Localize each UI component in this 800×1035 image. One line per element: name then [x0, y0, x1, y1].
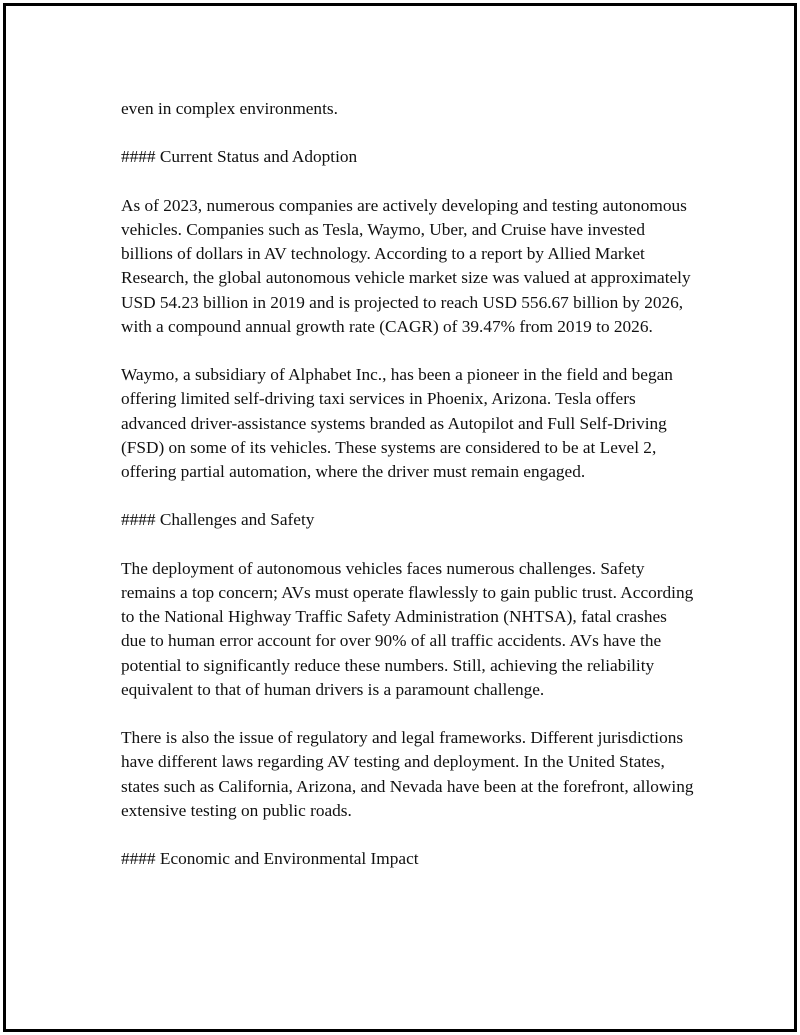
- paragraph-regulatory: There is also the issue of regulatory and legal frameworks. Different jurisdictions have different laws regarding AV testing and deployment. In the United States, states such as California, Arizona, and Nevada have been at the forefront, allowing extensive testing on public roads.: [121, 728, 694, 820]
- paragraph-safety: The deployment of autonomous vehicles faces numerous challenges. Safety remains a top concern; AVs must operate flawlessly to gain public trust. According to the National Highway Traffic Safety Administration (NHTSA), fatal crashes due to human error account for over 90% of all traffic accidents. AVs have the potential to significantly reduce these numbers. Still, achieving the reliability equivalent to that of human drivers is a paramount challenge.: [121, 558, 694, 699]
- paragraph-waymo-tesla: Waymo, a subsidiary of Alphabet Inc., has been a pioneer in the field and began offering limited self-driving taxi services in Phoenix, Arizona. Tesla offers advanced driver-assistance systems branded as Autopilot and Full Self-Driving (FSD) on some of its vehicles. These systems are considered to be at Level 2, offering partial automation, where the driver must remain engaged.: [121, 365, 673, 481]
- paragraph-continuation: even in complex environments.: [121, 99, 338, 118]
- heading-challenges-safety: #### Challenges and Safety: [121, 510, 315, 530]
- document-body: [121, 97, 696, 896]
- heading-economic-impact: #### Economic and Environmental Impact: [121, 849, 419, 869]
- heading-current-status: #### Current Status and Adoption: [121, 147, 358, 167]
- paragraph-market-overview: As of 2023, numerous companies are actively developing and testing autonomous vehicles. Companies such as Tesla, Waymo, Uber, and Cruise have invested billions of dollars in AV technology. According to a report by Allied Market Research, the global autonomous vehicle market size was valued at approximately USD 54.23 billion in 2019 and is projected to reach USD 556.67 billion by 2026, with a compound annual growth rate (CAGR) of 39.47% from 2019 to 2026.: [121, 195, 691, 336]
- page-frame: [3, 3, 797, 1032]
